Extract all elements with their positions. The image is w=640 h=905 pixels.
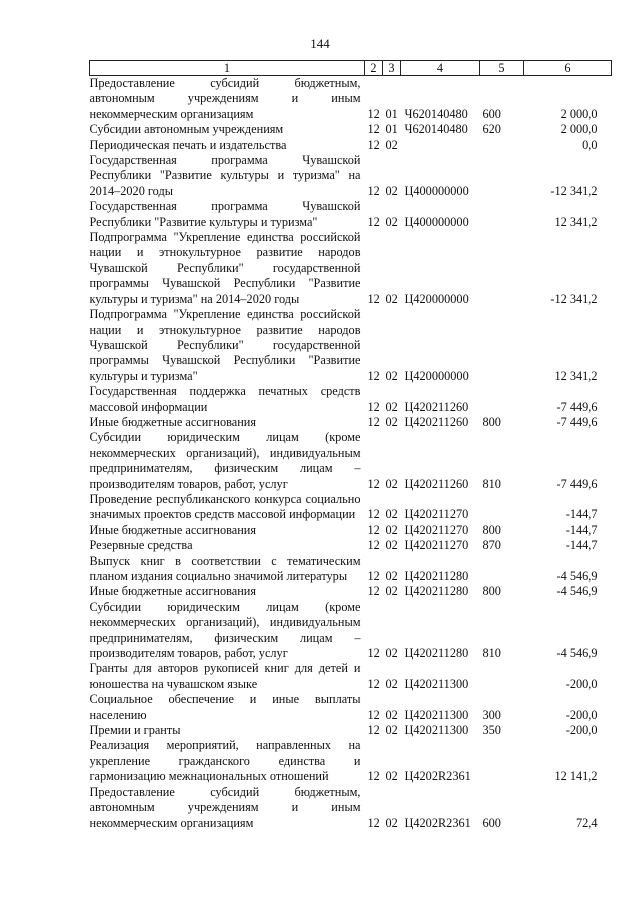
subsection-code: 02 xyxy=(385,507,398,522)
target-article-code: Ц420211260 xyxy=(404,476,469,491)
target-article-code: Ц420211270 xyxy=(404,522,469,537)
header-cell-3: 3 xyxy=(383,61,401,76)
subsection-code: 02 xyxy=(385,291,398,306)
header-cell-5: 5 xyxy=(480,61,524,76)
amount-value: -144,7 xyxy=(565,522,598,537)
amount-value: -144,7 xyxy=(565,507,598,522)
amount-value: 2 000,0 xyxy=(560,106,598,121)
expense-type-code: 600 xyxy=(482,815,501,830)
section-code: 12 xyxy=(367,291,380,306)
subsection-code: 02 xyxy=(385,707,398,722)
row-description: Государственная поддержка печатных средств массовой информации xyxy=(89,384,361,414)
target-article-code: Ц420211260 xyxy=(404,414,469,429)
amount-value: -7 449,6 xyxy=(556,476,598,491)
subsection-code: 02 xyxy=(385,646,398,661)
subsection-code: 02 xyxy=(385,399,398,414)
budget-table-container xyxy=(89,60,611,831)
section-code: 12 xyxy=(367,569,380,583)
table-header xyxy=(90,61,612,76)
table-row xyxy=(90,600,612,662)
amount-value: 12 341,2 xyxy=(554,214,598,229)
header-cell-2: 2 xyxy=(365,61,383,76)
amount-value: -12 341,2 xyxy=(550,183,598,198)
target-article-code: Ц420211280 xyxy=(404,584,469,599)
row-description: Реализация мероприятий, направленных на укрепление гражданского единства и гармонизацию межнациональных отношений xyxy=(89,738,361,784)
target-article-code: Ч620140480 xyxy=(404,122,468,137)
expense-type-code: 300 xyxy=(482,707,501,722)
target-article-code: Ц420211280 xyxy=(404,646,469,661)
table-row xyxy=(90,230,612,307)
header-cell-1: 1 xyxy=(90,61,365,76)
row-description: Социальное обеспечение и иные выплаты населению xyxy=(89,692,361,722)
table-row xyxy=(90,523,612,538)
target-article-code: Ц420211260 xyxy=(404,399,469,414)
table-row xyxy=(90,430,612,492)
amount-value: -144,7 xyxy=(565,538,598,553)
budget-table xyxy=(89,60,612,831)
table-row xyxy=(90,738,612,784)
expense-type-code xyxy=(480,230,524,307)
expense-type-code xyxy=(480,661,524,692)
section-code: 12 xyxy=(367,815,380,830)
amount-value: -4 546,9 xyxy=(556,646,598,661)
subsection-code: 02 xyxy=(385,569,398,583)
section-code: 12 xyxy=(367,707,380,722)
expense-type-code xyxy=(480,307,524,384)
section-code: 12 xyxy=(367,122,380,137)
row-description: Резервные средства xyxy=(89,538,193,553)
section-code: 12 xyxy=(367,183,380,198)
expense-type-code: 350 xyxy=(482,723,501,738)
row-description: Иные бюджетные ассигнования xyxy=(89,414,257,429)
amount-value: -200,0 xyxy=(565,707,598,722)
expense-type-code: 800 xyxy=(482,414,501,429)
header-row xyxy=(90,61,612,76)
header-cell-4: 4 xyxy=(401,61,480,76)
expense-type-code xyxy=(480,554,524,585)
table-row xyxy=(90,122,612,137)
target-article-code: Ч620140480 xyxy=(404,106,468,121)
section-code: 12 xyxy=(367,507,380,522)
subsection-code: 02 xyxy=(385,476,398,491)
section-code: 12 xyxy=(367,414,380,429)
target-article-code: Ц420000000 xyxy=(404,291,469,306)
table-row xyxy=(90,538,612,553)
table-row xyxy=(90,307,612,384)
expense-type-code xyxy=(480,384,524,415)
target-article-code: Ц4202R2361 xyxy=(404,769,471,784)
row-description: Предоставление субсидий бюджетным, автономным учреждениям и иным некоммерческим организациям xyxy=(89,784,361,830)
table-row xyxy=(90,384,612,415)
table-body xyxy=(90,76,612,831)
section-code: 12 xyxy=(367,399,380,414)
target-article-code: Ц400000000 xyxy=(404,214,469,229)
section-code: 12 xyxy=(367,769,380,784)
section-code: 12 xyxy=(367,137,380,152)
expense-type-code: 870 xyxy=(482,538,501,553)
amount-value: -4 546,9 xyxy=(556,584,598,599)
subsection-code: 02 xyxy=(385,815,398,830)
table-row xyxy=(90,492,612,523)
table-row xyxy=(90,584,612,599)
subsection-code: 02 xyxy=(385,769,398,784)
target-article-code: Ц420000000 xyxy=(404,368,469,383)
subsection-code: 02 xyxy=(385,414,398,429)
expense-type-code: 810 xyxy=(482,476,501,491)
section-code: 12 xyxy=(367,214,380,229)
expense-type-code xyxy=(480,153,524,199)
amount-value: 0,0 xyxy=(582,137,598,152)
section-code: 12 xyxy=(367,584,380,599)
section-code: 12 xyxy=(367,368,380,383)
amount-value: 12 141,2 xyxy=(554,769,598,784)
target-article-code xyxy=(401,138,480,153)
expense-type-code: 800 xyxy=(482,584,501,599)
row-description: Подпрограмма "Укрепление единства российской нации и этнокультурное развитие народов Чувашской Республики" государственной программы Чувашской Республики "Развитие культуры и туризма" на 2014–2020 годы xyxy=(89,230,361,306)
expense-type-code xyxy=(480,738,524,784)
section-code: 12 xyxy=(367,676,380,691)
amount-value: -12 341,2 xyxy=(550,291,598,306)
amount-value: -200,0 xyxy=(565,676,598,691)
table-row xyxy=(90,692,612,723)
section-code: 12 xyxy=(367,723,380,738)
row-description: Предоставление субсидий бюджетным, автономным учреждениям и иным некоммерческим организациям xyxy=(89,76,361,121)
expense-type-code xyxy=(480,138,524,153)
subsection-code: 01 xyxy=(385,122,398,137)
subsection-code: 02 xyxy=(385,137,398,152)
table-row xyxy=(90,785,612,831)
expense-type-code xyxy=(480,492,524,523)
section-code: 12 xyxy=(367,522,380,537)
subsection-code: 02 xyxy=(385,214,398,229)
table-row xyxy=(90,661,612,692)
expense-type-code: 600 xyxy=(482,106,501,121)
subsection-code: 02 xyxy=(385,538,398,553)
target-article-code: Ц420211270 xyxy=(404,507,469,522)
row-description: Выпуск книг в соответствии с тематическим планом издания социально значимой литературы xyxy=(89,553,361,583)
subsection-code: 02 xyxy=(385,584,398,599)
table-row xyxy=(90,153,612,199)
subsection-code: 02 xyxy=(385,368,398,383)
subsection-code: 02 xyxy=(385,723,398,738)
row-description: Субсидии юридическим лицам (кроме некоммерческих организаций), индивидуальным предпринимателям, физическим лицам – производителям товаров, работ, услуг xyxy=(89,599,361,661)
table-row xyxy=(90,554,612,585)
subsection-code: 01 xyxy=(385,106,398,121)
row-description: Иные бюджетные ассигнования xyxy=(89,584,257,599)
amount-value: 2 000,0 xyxy=(560,122,598,137)
section-code: 12 xyxy=(367,476,380,491)
section-code: 12 xyxy=(367,538,380,553)
page-number: 144 xyxy=(310,36,330,51)
amount-value: -4 546,9 xyxy=(556,569,598,583)
target-article-code: Ц400000000 xyxy=(404,183,469,198)
row-description: Проведение республиканского конкурса социально значимых проектов средств массовой информации xyxy=(89,491,361,522)
row-description: Подпрограмма "Укрепление единства российской нации и этнокультурное развитие народов Чувашской Республики" государственной программы Чувашской Республики "Развитие культуры и туризма" xyxy=(89,307,361,383)
section-code: 12 xyxy=(367,106,380,121)
row-description: Субсидии юридическим лицам (кроме некоммерческих организаций), индивидуальным предпринимателям, физическим лицам – производителям товаров, работ, услуг xyxy=(89,430,361,491)
row-description: Субсидии автономным учреждениям xyxy=(89,122,284,137)
target-article-code: Ц4202R2361 xyxy=(404,815,471,830)
target-article-code: Ц420211300 xyxy=(404,676,469,691)
table-row xyxy=(90,76,612,123)
amount-value: -7 449,6 xyxy=(556,399,598,414)
amount-value: 12 341,2 xyxy=(554,368,598,383)
target-article-code: Ц420211280 xyxy=(404,569,469,583)
amount-value: -7 449,6 xyxy=(556,414,598,429)
subsection-code: 02 xyxy=(385,522,398,537)
section-code: 12 xyxy=(367,646,380,661)
table-row xyxy=(90,199,612,230)
amount-value: -200,0 xyxy=(565,723,598,738)
row-description: Государственная программа Чувашской Республики "Развитие культуры и туризма" на 2014–2020 годы xyxy=(89,153,361,198)
subsection-code: 02 xyxy=(385,183,398,198)
target-article-code: Ц420211270 xyxy=(404,538,469,553)
header-cell-6: 6 xyxy=(524,61,612,76)
target-article-code: Ц420211300 xyxy=(404,723,469,738)
subsection-code: 02 xyxy=(385,676,398,691)
expense-type-code xyxy=(480,199,524,230)
expense-type-code: 810 xyxy=(482,646,501,661)
table-row xyxy=(90,138,612,153)
row-description: Гранты для авторов рукописей книг для детей и юношества на чувашском языке xyxy=(89,661,361,691)
row-description: Иные бюджетные ассигнования xyxy=(89,522,257,537)
target-article-code: Ц420211300 xyxy=(404,707,469,722)
amount-value: 72,4 xyxy=(575,815,598,830)
row-description: Государственная программа Чувашской Республики "Развитие культуры и туризма" xyxy=(89,199,361,229)
expense-type-code: 620 xyxy=(482,122,501,137)
row-description: Премии и гранты xyxy=(89,723,181,738)
table-row xyxy=(90,723,612,738)
table-row xyxy=(90,415,612,430)
expense-type-code: 800 xyxy=(482,522,501,537)
row-description: Периодическая печать и издательства xyxy=(89,137,287,152)
